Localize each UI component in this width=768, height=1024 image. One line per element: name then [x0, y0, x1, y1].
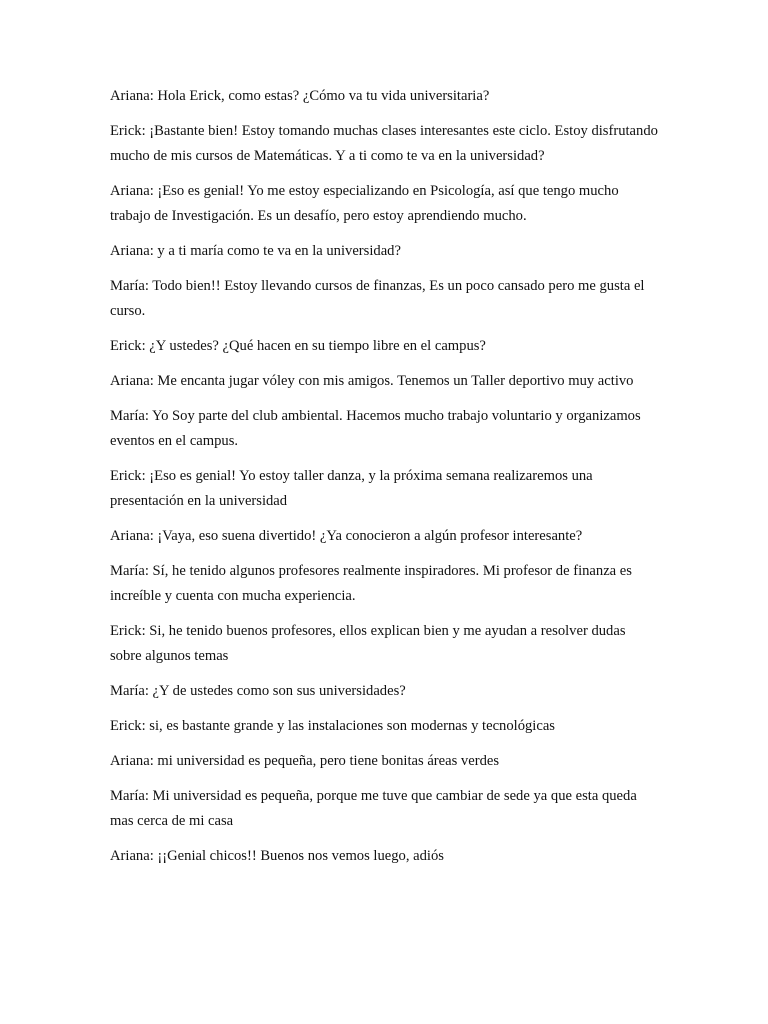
- dialogue-line: Erick: si, es bastante grande y las instalaciones son modernas y tecnológicas: [110, 718, 555, 734]
- dialogue-line: Ariana: ¡Eso es genial! Yo me estoy especializando en Psicología, así que tengo mucho trabajo de Investigación. Es un desafío, pero estoy aprendiendo mucho.: [110, 183, 619, 224]
- dialogue-line: Ariana: Hola Erick, como estas? ¿Cómo va tu vida universitaria?: [110, 88, 490, 104]
- dialogue-line: María: Todo bien!! Estoy llevando cursos de finanzas, Es un poco cansado pero me gusta el curso.: [110, 278, 645, 319]
- dialogue-line: Erick: ¿Y ustedes? ¿Qué hacen en su tiempo libre en el campus?: [110, 338, 486, 354]
- dialogue-line: Ariana: y a ti maría como te va en la universidad?: [110, 243, 401, 259]
- dialogue-line: Ariana: ¡¡Genial chicos!! Buenos nos vemos luego, adiós: [110, 848, 444, 864]
- dialogue-line: Erick: ¡Eso es genial! Yo estoy taller danza, y la próxima semana realizaremos una presentación en la universidad: [110, 468, 593, 509]
- dialogue-line: María: Sí, he tenido algunos profesores realmente inspiradores. Mi profesor de finanza es increíble y cuenta con mucha experiencia.: [110, 563, 632, 604]
- dialogue-line: María: Yo Soy parte del club ambiental. Hacemos mucho trabajo voluntario y organizamos eventos en el campus.: [110, 408, 641, 449]
- dialogue-line: Ariana: Me encanta jugar vóley con mis amigos. Tenemos un Taller deportivo muy activo: [110, 373, 634, 389]
- dialogue-line: Ariana: mi universidad es pequeña, pero tiene bonitas áreas verdes: [110, 753, 500, 769]
- dialogue-line: Erick: Si, he tenido buenos profesores, ellos explican bien y me ayudan a resolver dudas sobre algunos temas: [110, 623, 626, 664]
- document-body: [110, 84, 658, 879]
- dialogue-line: María: Mi universidad es pequeña, porque me tuve que cambiar de sede ya que esta queda mas cerca de mi casa: [110, 788, 637, 829]
- dialogue-line: María: ¿Y de ustedes como son sus universidades?: [110, 683, 406, 699]
- dialogue-line: Erick: ¡Bastante bien! Estoy tomando muchas clases interesantes este ciclo. Estoy disfrutando mucho de mis cursos de Matemáticas. Y a ti como te va en la universidad?: [110, 123, 658, 164]
- dialogue-line: Ariana: ¡Vaya, eso suena divertido! ¿Ya conocieron a algún profesor interesante?: [110, 528, 583, 544]
